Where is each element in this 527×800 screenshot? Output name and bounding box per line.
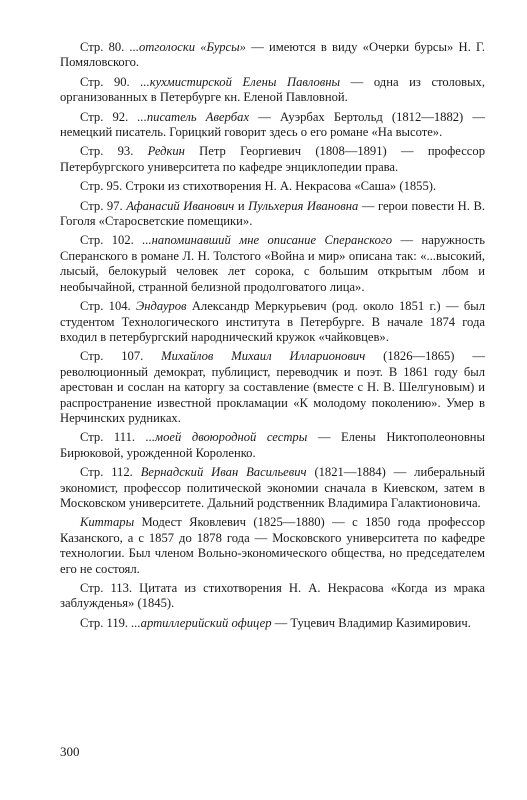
note-item [60,616,485,631]
note-text-2: — герои повести Н. В. Гоголя «Старосветские помещики». [60,198,485,229]
note-item [60,199,485,230]
note-item [60,349,485,426]
note-ref: Стр. 93. [80,144,134,159]
note-ref: Стр. 113. [80,581,133,595]
note-ref: Стр. 112. [80,465,133,480]
note-text: Петр Георгиевич (1808—1891) — профессор Петербургского университета по кафедре энциклопедии права. [60,144,485,174]
note-term: ...писатель Авербах [128,109,250,124]
note-term: ...артиллерийский офицер [128,615,272,630]
note-term: ...отголоски «Бурсы» [124,40,246,54]
note-item [60,581,485,612]
note-text: — наружность Сперанского в романе Л. Н. Толстого «Война и мир» описана так: «...высокий, лысый, белокурый человек лет сорока, с большим открытым лбом и необычайной, странной белизной продолговатого лица». [60,233,485,294]
note-text: Строки из стихотворения Н. А. Некрасова «Саша» (1855). [122,179,437,194]
notes-list [60,40,485,631]
note-item [60,299,485,345]
note-item [60,515,485,577]
note-ref: Стр. 90. [80,74,130,89]
note-item [60,75,485,106]
note-ref: Стр. 111. [80,430,136,445]
note-text: — Елены Никтополеоновны Бирюковой, урожденной Короленко. [60,430,485,460]
note-text: — одна из столовых, организованных в Петербурге кн. Еленой Павловной. [60,74,485,105]
page-number: 300 [60,744,80,759]
note-term: ...моей двоюродной сестры [135,430,308,445]
note-text: Цитата из стихотворения Н. А. Некрасова «Когда из мрака заблужденья» (1845). [60,581,485,611]
note-item [60,179,485,194]
note-ref: Стр. 102. [80,233,134,248]
note-term: Вернадский Иван Васильевич [132,465,307,480]
note-item [60,465,485,511]
note-item [60,40,485,71]
note-ref: Стр. 95. [80,179,123,194]
note-text: — имеются в виду «Очерки бурсы» Н. Г. Помяловского. [60,40,485,70]
note-term: Эндауров [130,299,187,314]
note-text: Модест Яковлевич (1825—1880) — с 1850 года профессор Казанского, а с 1857 до 1878 года — Московского университета по кафедре технологии. Был членом Вольно-экономического общества, но председателем его не состоял. [60,515,485,576]
note-term: ...кухмистирской Елены Павловны [129,74,341,89]
note-text: (1826—1865) — революционный демократ, публицист, переводчик и поэт. В 1861 году был арестован и сослан на каторгу за составление (вместе с Н. В. Шелгуновым) и распространение известной прокламации «К молодому поколению». Умер в Нерчинских рудниках. [60,349,485,425]
note-term: Михайлов Михаил Илларионович [143,349,366,364]
note-text: (1821—1884) — либеральный экономист, профессор политической экономии сначала в Киевском, затем в Московском университете. Дальний родственник Владимира Галактионовича. [60,465,486,510]
note-text: — Туцевич Владимир Казимирович. [271,615,471,630]
note-ref: Стр. 80. [80,40,125,54]
note-term: Афанасий Иванович [122,198,235,213]
note-term: Редкин [133,144,185,159]
note-ref: Стр. 119. [80,615,129,630]
note-item [60,144,485,175]
note-ref: Стр. 107. [80,349,144,364]
note-text: Александр Меркурьевич (род. около 1851 г.) — был студентом Технологического института в Петербурге. В начале 1874 года входил в петербургский народнический кружок «чайковцев». [60,299,485,344]
note-item [60,430,485,461]
note-term: Киттары [80,515,135,530]
note-term: ...напоминавший мне описание Сперанского [133,233,393,248]
note-item [60,110,485,141]
note-text: и [234,198,249,213]
note-ref: Стр. 104. [80,299,131,314]
note-ref: Стр. 92. [80,109,129,124]
note-term-2: Пульхерия Ивановна [248,198,359,213]
note-ref: Стр. 97. [80,198,123,213]
note-text: — Ауэрбах Бертольд (1812—1882) — немецкий писатель. Горицкий говорит здесь о его романе «На высоте». [60,109,485,140]
note-item [60,233,485,295]
